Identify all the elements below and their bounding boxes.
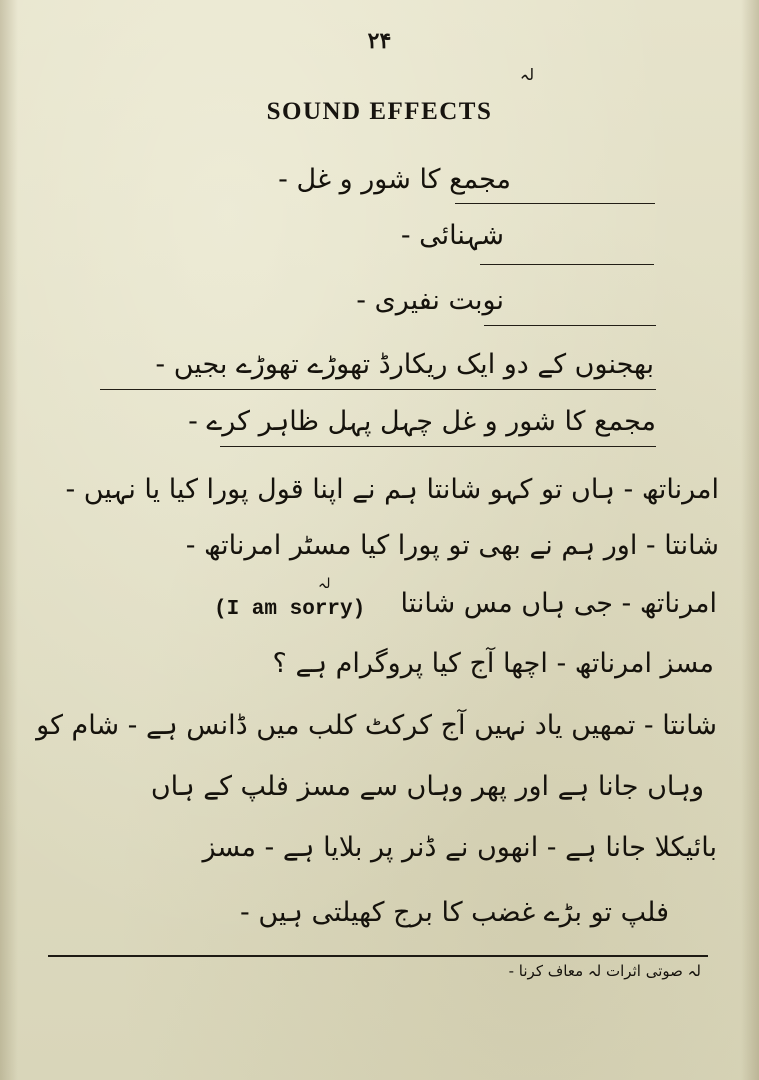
dialogue-line-shanta-1: شانتا - اور ہم نے بھی تو پورا کیا مسٹر امرناتھ - [185,530,719,561]
dialogue-line-amarnath-2: امرناتھ - جی ہاں مس شانتا [400,588,717,619]
dialogue-line-amarnath-1: امرناتھ - ہاں تو کہو شانتا ہم نے اپنا قول پورا کیا یا نہیں - [65,474,719,505]
dialogue-line-shanta-5: فلپ تو بڑے غضب کا برج کھیلتی ہیں - [240,897,669,928]
cue-separator [455,203,655,204]
dialogue-line-shanta-4: بائیکلا جانا ہے - انھوں نے ڈنر پر بلایا ہے - مسز [202,832,717,863]
sound-cue-naubat-nafiri: نوبت نفیری - [356,285,504,316]
dialogue-line-shanta-3: وہاں جانا ہے اور پھر وہاں سے مسز فلپ کے ہاں [150,771,704,802]
cue-separator [484,325,656,326]
heading-footnote-mark: لہ [519,65,535,84]
sound-cue-shehnai: شہنائی - [400,220,504,251]
dialogue-line-mrs-amarnath: مسز امرناتھ - اچھا آج کیا پروگرام ہے ؟ [272,648,714,679]
page-number: ۲۴ [367,28,392,54]
sound-cue-crowd-noise: مجمع کا شور و غل - [278,164,511,195]
sound-cue-bhajan-records: بھجنوں کے دو ایک ریکارڈ تھوڑے تھوڑے بجیں - [155,349,654,380]
cue-separator [100,389,656,390]
dialogue-line-shanta-2: شانتا - تمھیں یاد نہیں آج کرکٹ کلب میں ڈانس ہے - شام کو [36,710,717,741]
page-shadow-left [0,0,18,1080]
page-shadow-right [741,0,759,1080]
footnote-text: لہ صوتی اثرات لہ معاف کرنا - [508,962,701,980]
cue-separator [480,264,654,265]
footnote-rule [48,955,708,957]
sound-cue-crowd-bustle: مجمع کا شور و غل چہل پہل ظاہر کرے - [188,406,656,437]
english-footnote-mark: لہ [318,576,331,592]
page-heading: SOUND EFFECTS [266,98,493,125]
english-phrase: (I am sorry) [214,598,366,621]
cue-separator [220,446,656,447]
